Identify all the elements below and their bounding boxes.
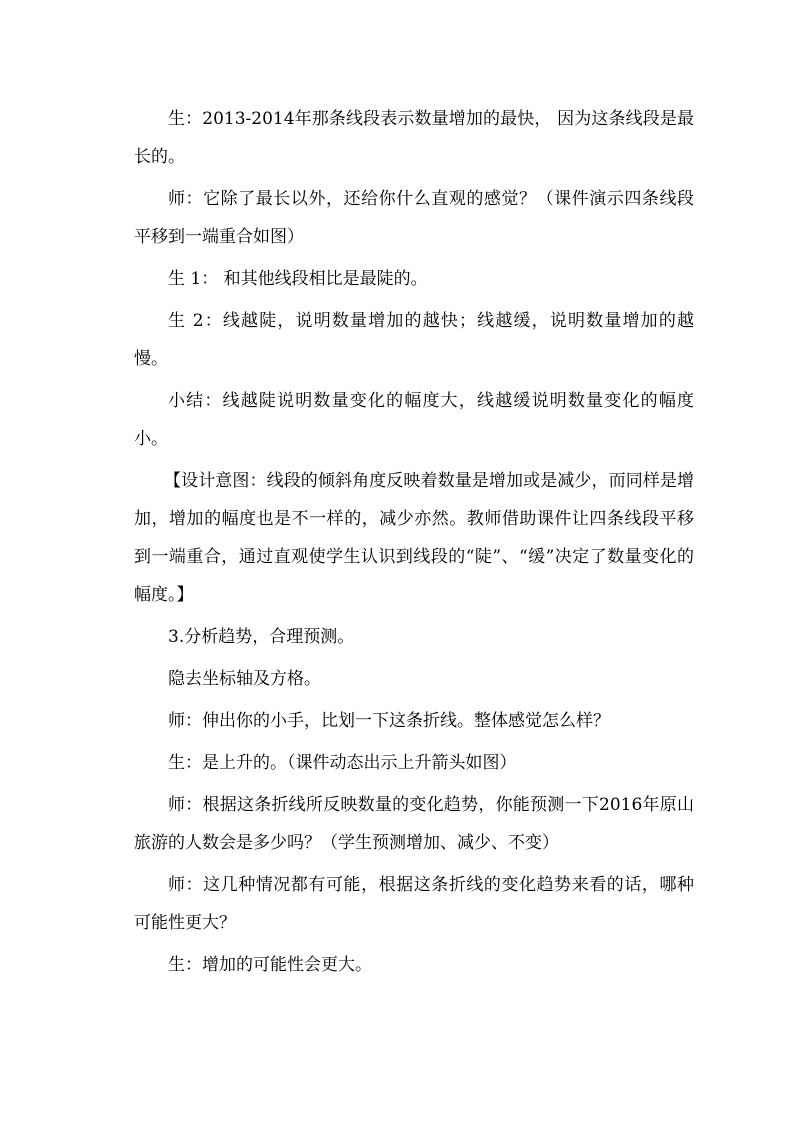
document-body	[134, 100, 694, 988]
paragraph-summary: 小结：线越陡说明数量变化的幅度大，线越缓说明数量变化的幅度小。	[134, 391, 694, 449]
paragraph-student1-steepest: 生 1： 和其他线段相比是最陡的。	[168, 269, 428, 289]
paragraph-hide-axes: 隐去坐标轴及方格。	[168, 669, 321, 689]
paragraph-student-answer-longest: 生：2013-2014年那条线段表示数量增加的最快， 因为这条线段是最长的。	[134, 109, 694, 167]
paragraph-teacher-likelihood: 师：这几种情况都有可能，根据这条折线的变化趋势来看的话，哪种可能性更大？	[134, 875, 694, 933]
paragraph-teacher-question-intuition: 师：它除了最长以外，还给你什么直观的感觉？（课件演示四条线段平移到一端重合如图）	[134, 189, 694, 247]
paragraph-teacher-gesture: 师：伸出你的小手，比划一下这条折线。整体感觉怎么样？	[168, 711, 610, 731]
paragraph-student-rising: 生：是上升的。（课件动态出示上升箭头如图）	[168, 753, 517, 773]
paragraph-section-heading-trend: 3.分析趋势，合理预测。	[168, 627, 355, 647]
paragraph-student-increase: 生：增加的可能性会更大。	[168, 955, 372, 975]
paragraph-student2-steep-gentle: 生 2：线越陡，说明数量增加的越快；线越缓，说明数量增加的越慢。	[134, 311, 694, 369]
paragraph-design-intent: 【设计意图：线段的倾斜角度反映着数量是增加或是减少，而同样是增加，增加的幅度也是不一样的，减少亦然。教师借助课件让四条线段平移到一端重合，通过直观使学生认识到线段的“陡”、“缓”决定了数量变化的幅度。】	[134, 471, 694, 605]
paragraph-teacher-predict: 师：根据这条折线所反映数量的变化趋势，你能预测一下2016年原山旅游的人数会是多少吗？（学生预测增加、减少、不变）	[134, 795, 694, 853]
